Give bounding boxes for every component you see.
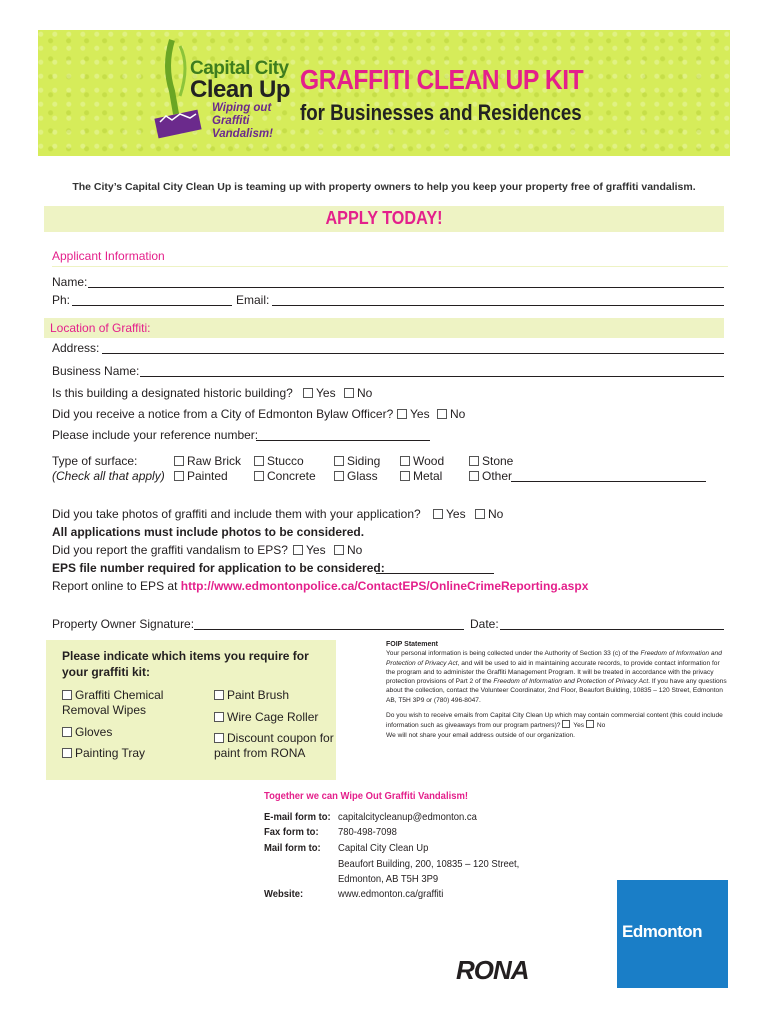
business-name-field[interactable] [140,376,724,377]
applicant-section-label: Applicant Information [52,249,165,263]
eps-report-link[interactable]: http://www.edmontonpolice.ca/ContactEPS/OnlineCrimeReporting.aspx [180,579,589,593]
eps-no-option[interactable]: No [334,543,362,557]
surface-option-other[interactable]: Other [469,469,512,483]
mail-line3: Edmonton, AB T5H 3P9 [338,873,439,885]
mail-line1: Capital City Clean Up [338,842,429,854]
checkbox[interactable] [586,720,594,728]
location-section-label: Location of Graffiti: [50,321,151,335]
checkbox[interactable] [562,720,570,728]
bylaw-yes-option[interactable]: Yes [397,407,430,421]
email-form-label: E-mail form to: [264,811,331,823]
checkbox[interactable] [433,509,443,519]
surface-option-metal[interactable]: Metal [400,469,442,483]
name-label: Name: [52,275,88,289]
checkbox[interactable] [293,545,303,555]
business-name-label: Business Name: [52,364,140,378]
surface-option-concrete[interactable]: Concrete [254,469,316,483]
foip-statement: FOIP Statement Your personal information is being collected under the Authority of Section 33 (c) of the Freedom of Information and Protection of Privacy Act, and will be used to aid in maintaining accurate records, to provide contact information for the program and to administer the Graffiti Management Program. It will be treated in accordance with the privacy protection provisions of Part 2 of the Freedom of Information and Protection of Privacy Act. If you have any questions about the collection, contact the Volunteer Coordinator, 2nd Floor, Beaufort Building, 10835 – 120 Street, Edmonton AB, T5H 3P9 or (780) 496-8047. Do you wish to receive emails from Capital City Clean Up which may contain commercial content (this could include information such as giveaways from our program partners)? Yes No We will not share your email address outside of our organization. [386,641,727,739]
checkbox[interactable] [174,471,184,481]
checkbox[interactable] [334,471,344,481]
mail-line2: Beaufort Building, 200, 10835 – 120 Street, [338,858,520,870]
checkbox[interactable] [400,456,410,466]
historic-yes-option[interactable]: Yes [303,386,336,400]
logo-line1: Capital City [190,58,289,79]
surface-option-glass[interactable]: Glass [334,469,378,483]
apply-heading: APPLY TODAY! [325,208,443,228]
surface-option-raw-brick[interactable]: Raw Brick [174,454,241,468]
checkbox[interactable] [62,727,72,737]
surface-option-painted[interactable]: Painted [174,469,228,483]
checkbox[interactable] [400,471,410,481]
photos-no-option[interactable]: No [475,507,503,521]
kit-item-painting-tray[interactable]: Painting Tray [62,746,145,761]
date-label: Date: [470,617,499,631]
checkbox[interactable] [303,388,313,398]
signature-field[interactable] [194,629,464,630]
intro-text: The City’s Capital City Clean Up is teaming up with property owners to help you keep your property free of graffiti vandalism. [72,181,696,193]
photos-question: Did you take photos of graffiti and include them with your application? [52,507,421,521]
email-form-value[interactable]: capitalcitycleanup@edmonton.ca [338,811,477,823]
checkbox[interactable] [254,471,264,481]
photos-yes-option[interactable]: Yes [433,507,466,521]
historic-no-option[interactable]: No [344,386,372,400]
surface-hint: (Check all that apply) [52,469,165,483]
fax-form-label: Fax form to: [264,826,319,838]
surface-label: Type of surface: [52,454,138,468]
surface-other-field[interactable] [511,481,706,482]
edmonton-logo-text: Edmonton [622,922,703,941]
kit-item-wire-cage-roller[interactable]: Wire Cage Roller [214,710,318,725]
checkbox[interactable] [214,733,224,743]
checkbox[interactable] [214,690,224,700]
bylaw-no-option[interactable]: No [437,407,465,421]
website-label: Website: [264,888,304,900]
checkbox[interactable] [62,748,72,758]
checkbox[interactable] [174,456,184,466]
eps-report-line: Report online to EPS at http://www.edmontonpolice.ca/ContactEPS/OnlineCrimeReporting.aspx [52,579,589,593]
email-consent-no[interactable]: No [586,722,605,729]
rona-logo: RONA [456,955,529,985]
kit-title: Please indicate which items you require for your graffiti kit: [62,649,309,679]
historic-question: Is this building a designated historic building? [52,386,293,400]
kit-item-paint-brush[interactable]: Paint Brush [214,688,289,703]
kit-item-gloves[interactable]: Gloves [62,725,112,740]
eps-file-number-field[interactable] [376,573,494,574]
checkbox[interactable] [334,545,344,555]
signature-label: Property Owner Signature: [52,617,195,631]
website-value[interactable]: www.edmonton.ca/graffiti [338,888,444,900]
surface-option-siding[interactable]: Siding [334,454,380,468]
checkbox[interactable] [62,690,72,700]
page-title: GRAFFITI CLEAN UP KIT [300,64,584,95]
surface-option-stucco[interactable]: Stucco [254,454,304,468]
surface-option-stone[interactable]: Stone [469,454,513,468]
photos-required-note: All applications must include photos to be considered. [52,525,365,539]
checkbox[interactable] [437,409,447,419]
date-field[interactable] [500,629,724,630]
eps-required-note: EPS file number required for application to be considered: [52,561,385,575]
kit-item-rona-coupon[interactable]: Discount coupon for paint from RONA [214,731,334,760]
checkbox[interactable] [469,471,479,481]
checkbox[interactable] [334,456,344,466]
phone-field[interactable] [72,305,232,306]
email-field[interactable] [272,305,724,306]
checkbox[interactable] [214,712,224,722]
eps-question: Did you report the graffiti vandalism to EPS? [52,543,288,557]
fax-form-value: 780-498-7098 [338,826,397,838]
checkbox[interactable] [397,409,407,419]
address-field[interactable] [102,353,724,354]
page-subtitle: for Businesses and Residences [300,100,582,125]
foip-heading: FOIP Statement [386,641,438,648]
email-label: Email: [236,293,270,307]
logo-tagline: Wiping out Graffiti Vandalism! [212,102,273,140]
email-consent-question: Do you wish to receive emails from Capital City Clean Up which may contain commercial content (this could include information such as giveaways from our program partners)? [386,712,723,730]
address-label: Address: [52,341,100,355]
logo-line2: Clean Up [190,76,291,103]
eps-yes-option[interactable]: Yes [293,543,326,557]
phone-label: Ph: [52,293,71,307]
email-no-share-note: We will not share your email address outside of our organization. [386,731,575,739]
checkbox[interactable] [344,388,354,398]
mail-form-label: Mail form to: [264,842,321,854]
checkbox[interactable] [475,509,485,519]
reference-field[interactable] [256,440,430,441]
checkbox[interactable] [254,456,264,466]
kit-item-wipes[interactable]: Graffiti Chemical Removal Wipes [62,688,164,717]
together-tagline: Together we can Wipe Out Graffiti Vandalism! [264,790,469,802]
bylaw-notice-question: Did you receive a notice from a City of Edmonton Bylaw Officer? [52,407,394,421]
applicant-divider [52,266,728,267]
email-consent-yes[interactable]: Yes [562,722,584,729]
reference-label: Please include your reference number: [52,428,259,442]
checkbox[interactable] [469,456,479,466]
name-field[interactable] [88,287,724,288]
surface-option-wood[interactable]: Wood [400,454,444,468]
